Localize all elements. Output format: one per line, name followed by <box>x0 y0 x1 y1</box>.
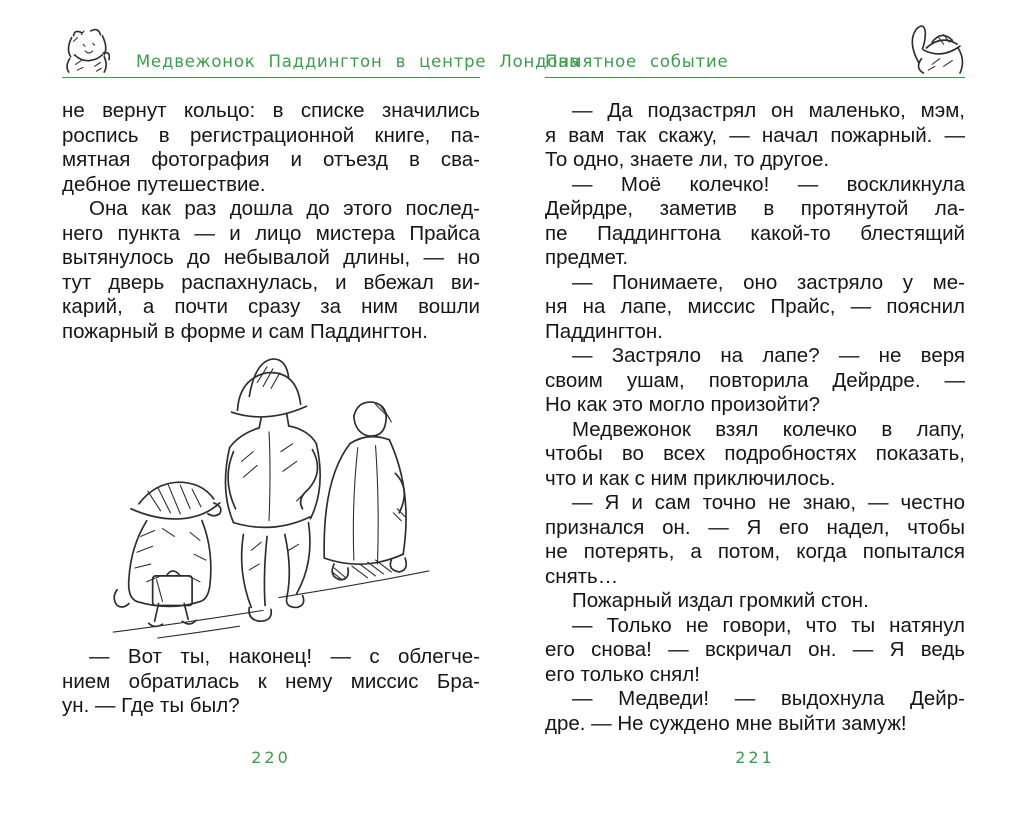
text-line: — Я и сам точно не знаю, — честно <box>572 491 965 514</box>
page-number-right: 221 <box>735 748 775 767</box>
text-line: не потерять, а потом, когда попытался <box>545 540 965 563</box>
text-line: пе Паддингтона какой-то блестящий <box>545 221 965 245</box>
paragraph <box>545 173 965 271</box>
page-right <box>545 28 965 788</box>
text-line: ня на лапе, миссис Прайс, — пояснил <box>545 295 965 318</box>
text-line: своим ушам, повторила Дейрдре. — <box>545 368 965 392</box>
text-line: Дейрдре, заметив в протянутой ла- <box>545 197 965 220</box>
text-line: — Понимаете, оно застряло у ме- <box>572 270 965 294</box>
paragraph <box>62 197 480 344</box>
paragraph <box>545 589 965 614</box>
text-line: пожарный в форме и сам Паддингтон. <box>62 319 428 343</box>
paragraph <box>62 99 480 197</box>
text-line: — Только не говори, что ты натянул <box>572 613 965 637</box>
text-line: нием обратилась к нему миссис Бра- <box>62 669 480 693</box>
text-line: — Медведи! — выдохнула Дейр- <box>572 687 965 710</box>
text-line: Но как это могло произойти? <box>545 393 821 416</box>
paddington-fireman-vicar-illustration <box>103 353 439 639</box>
paragraph <box>545 687 965 736</box>
text-line: То одно, знаете ли, то другое. <box>545 148 830 171</box>
paragraph <box>545 344 965 418</box>
chapter-running-head: Медвежонок Паддингтон в центре Лондона <box>136 51 581 71</box>
text-line: чтобы во всех подробностях показать, <box>545 442 965 465</box>
bear-peeking-sketch-icon <box>62 28 110 74</box>
page-left <box>62 28 581 788</box>
text-line: Пожарный издал громкий стон. <box>572 589 869 612</box>
text-line: дре. — Не суждено мне выйти замуж! <box>545 711 907 735</box>
paragraph <box>545 99 965 173</box>
page-number-left: 220 <box>251 748 291 767</box>
paddington-waving-sketch-icon <box>903 22 965 74</box>
paragraph <box>545 614 965 688</box>
text-line: Медвежонок взял колечко в лапу, <box>572 417 965 441</box>
text-line: его снова! — вскричал он. — Я ведь <box>545 638 965 661</box>
paragraph <box>545 491 965 589</box>
text-line: предмет. <box>545 246 629 269</box>
text-line: Паддингтон. <box>545 319 663 343</box>
left-text-bottom <box>62 645 480 719</box>
text-line: не вернут кольцо: в списке значились <box>62 99 480 122</box>
chapter-running-head: Памятное событие <box>545 51 729 71</box>
text-line: — Да подзастрял он маленько, мэм, <box>572 99 965 122</box>
text-line: дебное путешествие. <box>62 172 266 196</box>
text-line: Она как раз дошла до этого послед- <box>89 197 480 220</box>
text-line: его только снял! <box>545 662 700 686</box>
text-line: карий, а почти сразу за ним вошли <box>62 295 480 318</box>
text-line: — Вот ты, наконец! — с облегче- <box>89 645 480 668</box>
text-line: ун. — Где ты был? <box>62 694 240 717</box>
running-head-right <box>545 28 965 78</box>
text-line: роспись в регистрационной книге, па- <box>62 123 480 147</box>
paragraph <box>62 645 480 719</box>
text-line: мятная фотография и отъезд в сва- <box>62 148 480 171</box>
left-text-top <box>62 99 480 344</box>
paragraph <box>545 418 965 492</box>
text-line: вытянулось до небывалой длины, — но <box>62 246 480 269</box>
text-line: тут дверь распахнулась, и вбежал ви- <box>62 270 480 294</box>
running-head-left <box>62 28 581 78</box>
text-line: снять… <box>545 564 619 588</box>
text-line: что и как с ним приключилось. <box>545 466 836 490</box>
paragraph <box>545 271 965 345</box>
right-text <box>545 99 965 736</box>
text-line: признался он. — Я его надел, чтобы <box>545 515 965 539</box>
text-line: — Моё колечко! — воскликнула <box>572 172 965 196</box>
text-line: него пункта — и лицо мистера Прайса <box>62 221 480 245</box>
text-line: я вам так скажу, — начал пожарный. — <box>545 123 965 147</box>
text-line: — Застряло на лапе? — не веря <box>572 344 965 367</box>
